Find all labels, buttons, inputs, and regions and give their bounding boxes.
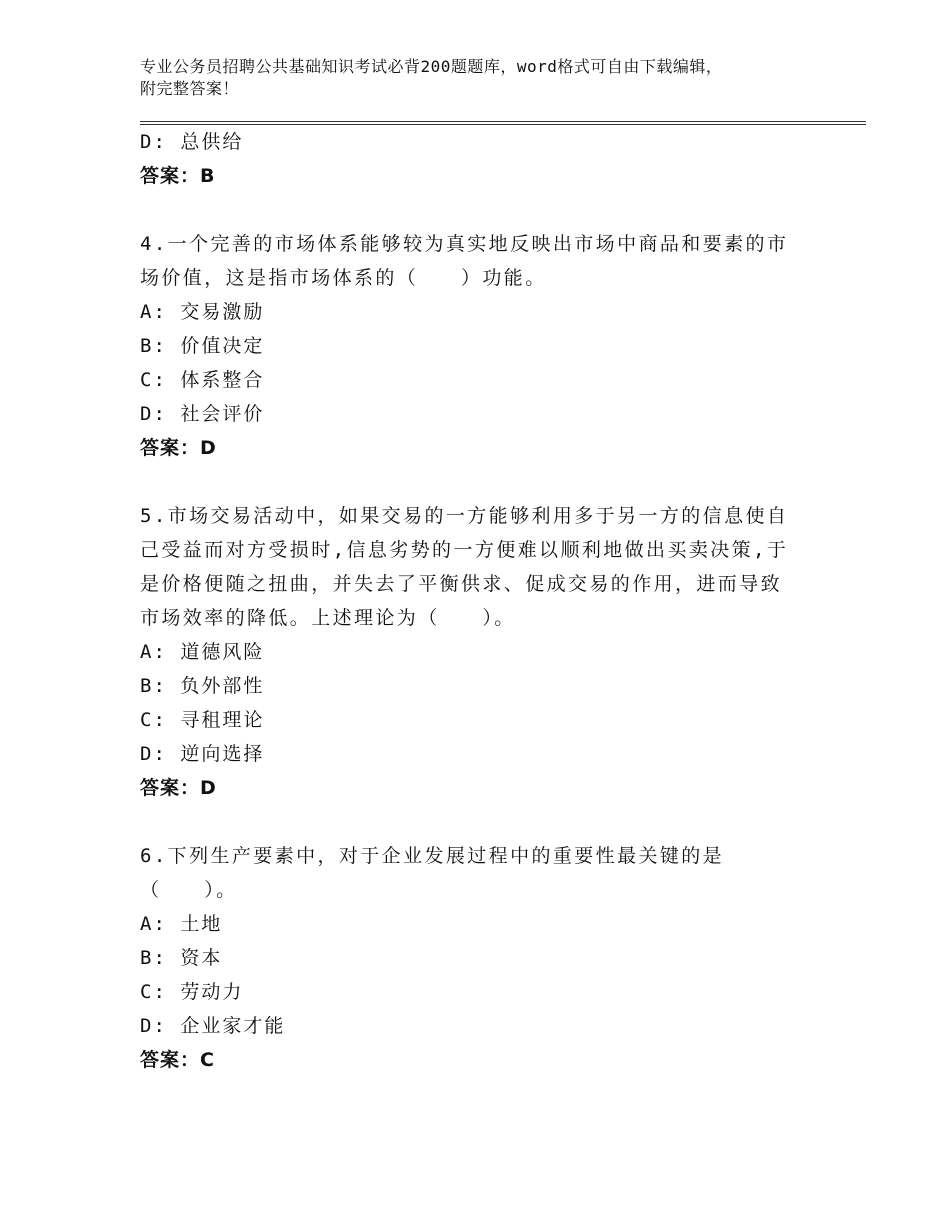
- question-5-text-line-2: 己受益而对方受损时,信息劣势的一方便难以顺利地做出买卖决策,于: [140, 539, 789, 561]
- question-4-option-a: A: 交易激励: [140, 301, 265, 323]
- question-5-option-c: C: 寻租理论: [140, 709, 265, 731]
- question-6-option-d: D: 企业家才能: [140, 1015, 286, 1037]
- question-4-text-line-2: 场价值，这是指市场体系的（ ）功能。: [140, 267, 547, 289]
- question-6-text-line-1: 6.下列生产要素中，对于企业发展过程中的重要性最关键的是: [140, 845, 725, 867]
- header-line-1: 专业公务员招聘公共基础知识考试必背200题题库，word格式可自由下载编辑，: [140, 57, 723, 76]
- question-4-option-d: D: 社会评价: [140, 403, 265, 425]
- question-4-answer: 答案：D: [140, 437, 217, 459]
- question-5-text-line-1: 5.市场交易活动中，如果交易的一方能够利用多于另一方的信息使自: [140, 505, 789, 527]
- question-4-text-line-1: 4.一个完善的市场体系能够较为真实地反映出市场中商品和要素的市: [140, 233, 789, 255]
- question-6-answer: 答案：C: [140, 1049, 215, 1071]
- question-4-option-b: B: 价值决定: [140, 335, 265, 357]
- prev-option-d: D: 总供给: [140, 131, 244, 153]
- prev-answer: 答案：B: [140, 165, 216, 187]
- question-6-option-b: B: 资本: [140, 947, 223, 969]
- question-6-text-line-2: （ ）。: [140, 879, 238, 901]
- question-list: [140, 125, 820, 1077]
- question-5: [140, 499, 820, 805]
- question-5-option-d: D: 逆向选择: [140, 743, 265, 765]
- question-6-option-a: A: 土地: [140, 913, 223, 935]
- question-4: [140, 227, 820, 465]
- question-4-option-c: C: 体系整合: [140, 369, 265, 391]
- question-5-option-a: A: 道德风险: [140, 641, 265, 663]
- question-5-text-line-4: 市场效率的降低。上述理论为（ ）。: [140, 607, 516, 629]
- question-5-text-line-3: 是价格便随之扭曲，并失去了平衡供求、促成交易的作用，进而导致: [140, 573, 783, 595]
- question-5-answer: 答案：D: [140, 777, 217, 799]
- header-rule-top: [140, 121, 866, 122]
- question-5-option-b: B: 负外部性: [140, 675, 265, 697]
- header-line-2: 附完整答案！: [140, 79, 240, 98]
- spacer: [140, 193, 820, 227]
- page-header: [140, 56, 840, 100]
- spacer: [140, 805, 820, 839]
- spacer: [140, 465, 820, 499]
- question-6-option-c: C: 劳动力: [140, 981, 244, 1003]
- question-6: [140, 839, 820, 1077]
